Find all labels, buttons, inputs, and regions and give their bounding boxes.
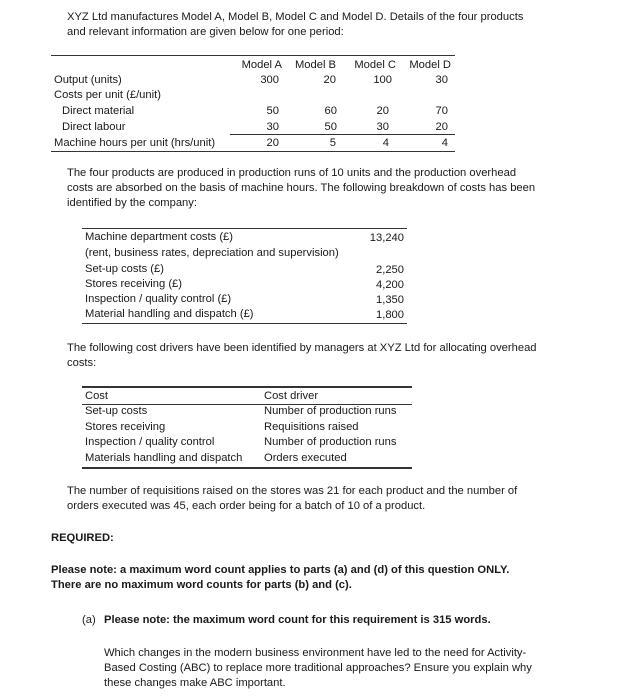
table1-cell: 100 (373, 74, 392, 86)
table1-row-label: Machine hours per unit (hrs/unit) (54, 137, 216, 149)
table2-label: Stores receiving (£) (85, 278, 182, 290)
para4-line-1: The number of requisitions raised on the stores was 21 for each product and the number of (67, 485, 518, 497)
table2-value: 4,200 (376, 279, 404, 291)
table2-bottom-rule (82, 323, 407, 324)
table1-cell: 20 (266, 137, 279, 149)
table1-header-model-b: Model B (294, 59, 336, 71)
required-heading: REQUIRED: (51, 532, 114, 544)
table1-cell: 30 (376, 121, 389, 133)
table1-cell: 60 (324, 105, 337, 117)
required-note-1: Please note: a maximum word count applies to parts (a) and (d) of this question ONLY. (51, 564, 510, 576)
table2-label: Machine department costs (£) (85, 231, 233, 243)
table3-cost: Materials handling and dispatch (85, 452, 243, 464)
para2-line-1: The four products are produced in production runs of 10 units and the production overhead (67, 167, 517, 179)
table3-header-driver: Cost driver (264, 390, 319, 402)
table1-cell: 50 (324, 121, 337, 133)
para2-line-3: identified by the company: (67, 197, 197, 209)
table1-cell: 30 (435, 74, 448, 86)
table1-cell: 5 (329, 137, 336, 149)
para3-line-2: costs: (67, 357, 97, 369)
intro-line-2: and relevant information are given below for one period: (67, 26, 344, 38)
table3-driver: Orders executed (264, 452, 347, 464)
table2-label: Material handling and dispatch (£) (85, 308, 254, 320)
part-a-question-line-2: Based Costing (ABC) to replace more traditional approaches? Ensure you explain why (104, 662, 532, 674)
table2-value: 1,350 (376, 294, 404, 306)
table2-top-rule (82, 228, 407, 229)
table2-label: (rent, business rates, depreciation and supervision) (85, 247, 339, 259)
table1-row-label: Direct labour (62, 121, 126, 133)
part-a-question-line-1: Which changes in the modern business environment have led to the need for Activity- (104, 647, 527, 659)
table3-cost: Inspection / quality control (85, 436, 215, 448)
table1-cell: 20 (323, 74, 336, 86)
para2-line-2: costs are absorbed on the basis of machine hours. The following breakdown of costs has been (67, 182, 536, 194)
table1-row-label: Costs per unit (£/unit) (54, 89, 161, 101)
table3-cost: Set-up costs (85, 405, 148, 417)
table1-cell: 50 (266, 105, 279, 117)
table1-bottom-rule (51, 151, 455, 152)
table3-driver: Number of production runs (264, 436, 397, 448)
table1-row-label: Output (units) (54, 74, 122, 86)
table2-label: Inspection / quality control (£) (85, 293, 232, 305)
part-a-note: Please note: the maximum word count for this requirement is 315 words. (104, 614, 491, 626)
table1-header-model-d: Model D (409, 59, 451, 71)
part-a-question-line-3: these changes make ABC important. (104, 677, 286, 689)
required-note-2: There are no maximum word counts for parts (b) and (c). (51, 579, 352, 591)
intro-line-1: XYZ Ltd manufactures Model A, Model B, Model C and Model D. Details of the four products (67, 11, 524, 23)
table3-top-rule (82, 386, 412, 388)
table1-cell: 20 (376, 105, 389, 117)
table2-value: 2,250 (376, 264, 404, 276)
table1-header-model-a: Model A (241, 59, 282, 71)
table1-row-label: Direct material (62, 105, 135, 117)
table1-top-rule (51, 55, 455, 56)
table1-cell: 4 (382, 137, 389, 149)
para3-line-1: The following cost drivers have been identified by managers at XYZ Ltd for allocating overhead (67, 342, 537, 354)
table1-cell: 300 (260, 74, 279, 86)
table1-header-model-c: Model C (354, 59, 396, 71)
table3-driver: Number of production runs (264, 405, 397, 417)
part-a-label: (a) (82, 614, 96, 626)
table2-value: 1,800 (376, 309, 404, 321)
table1-cell: 4 (441, 137, 448, 149)
table3-driver: Requisitions raised (264, 421, 359, 433)
para4-line-2: orders executed was 45, each order being for a batch of 10 of a product. (67, 500, 426, 512)
table2-label: Set-up costs (£) (85, 263, 164, 275)
table3-header-cost: Cost (85, 390, 109, 402)
table1-cell: 20 (435, 121, 448, 133)
table3-bottom-rule (82, 467, 412, 469)
table1-cell: 30 (266, 121, 279, 133)
table2-value: 13,240 (369, 232, 404, 244)
table3-cost: Stores receiving (85, 421, 166, 433)
table1-cell: 70 (435, 105, 448, 117)
